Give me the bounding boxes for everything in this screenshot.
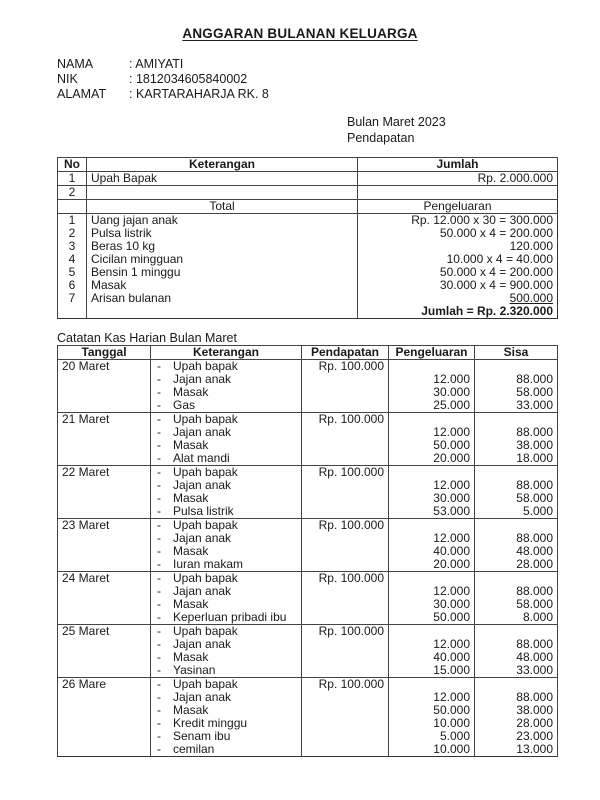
row-keterangan xyxy=(151,452,302,466)
item-label: Alat mandi xyxy=(173,451,230,465)
item-label: Masak xyxy=(173,385,209,399)
identity-label: ALAMAT xyxy=(57,87,107,101)
row-pengeluaran: 12.000 xyxy=(389,585,475,598)
row-no: 4 xyxy=(58,253,87,266)
bullet-dash: - xyxy=(157,372,161,386)
row-sisa: 88.000 xyxy=(475,426,558,439)
row-date xyxy=(58,638,151,651)
row-date xyxy=(58,479,151,492)
row-pengeluaran: 20.000 xyxy=(389,558,475,572)
item-label: Iuran makam xyxy=(173,557,244,571)
header-no: No xyxy=(58,158,87,172)
bullet-dash: - xyxy=(157,412,161,426)
cash-log-row xyxy=(58,558,558,572)
cash-log-row xyxy=(58,492,558,505)
row-no xyxy=(58,200,87,214)
cash-log-row xyxy=(58,519,558,533)
row-pengeluaran: 12.000 xyxy=(389,532,475,545)
row-keterangan xyxy=(151,466,302,480)
header-sisa: Sisa xyxy=(475,346,558,360)
identity-row-nik xyxy=(57,72,269,87)
row-keterangan xyxy=(151,664,302,678)
row-date xyxy=(58,611,151,625)
row-sisa: 88.000 xyxy=(475,638,558,651)
cash-log-row xyxy=(58,651,558,664)
item-label: Upah bapak xyxy=(173,359,238,373)
item-label: Jajan anak xyxy=(173,690,232,704)
cash-log-row xyxy=(58,373,558,386)
row-pendapatan: Rp. 100.000 xyxy=(302,625,389,639)
row-pengeluaran: 30.000 xyxy=(389,386,475,399)
cash-log-row xyxy=(58,678,558,692)
row-pengeluaran: 25.000 xyxy=(389,399,475,413)
cash-log-row xyxy=(58,691,558,704)
row-pendapatan xyxy=(302,598,389,611)
row-pengeluaran xyxy=(389,625,475,639)
row-sisa: 38.000 xyxy=(475,439,558,452)
row-pendapatan xyxy=(302,505,389,519)
row-sisa: 48.000 xyxy=(475,545,558,558)
row-keterangan: Upah Bapak xyxy=(87,172,358,186)
row-pendapatan: Rp. 100.000 xyxy=(302,572,389,586)
identity-row-address xyxy=(57,87,269,102)
row-date xyxy=(58,598,151,611)
bullet-dash: - xyxy=(157,571,161,585)
row-no: 5 xyxy=(58,266,87,279)
row-sisa: 38.000 xyxy=(475,704,558,717)
row-date xyxy=(58,505,151,519)
row-sisa: 58.000 xyxy=(475,492,558,505)
row-keterangan xyxy=(151,505,302,519)
grand-total: Jumlah = Rp. 2.320.000 xyxy=(421,304,553,318)
row-pengeluaran: 20.000 xyxy=(389,452,475,466)
cash-log-row xyxy=(58,743,558,757)
row-pengeluaran xyxy=(389,413,475,427)
row-sisa: 33.000 xyxy=(475,399,558,413)
row-date xyxy=(58,664,151,678)
bullet-dash: - xyxy=(157,465,161,479)
income-row xyxy=(58,186,558,200)
bullet-dash: - xyxy=(157,359,161,373)
row-sisa: 88.000 xyxy=(475,585,558,598)
header-tanggal: Tanggal xyxy=(58,346,151,360)
row-date xyxy=(58,730,151,743)
row-sisa: 58.000 xyxy=(475,598,558,611)
item-label: Masak xyxy=(173,544,209,558)
row-no xyxy=(58,305,87,319)
cash-log-row xyxy=(58,611,558,625)
row-pengeluaran: 40.000 xyxy=(389,545,475,558)
row-keterangan: Uang jajan anak xyxy=(87,214,358,228)
bullet-dash: - xyxy=(157,597,161,611)
cash-log-row xyxy=(58,386,558,399)
item-label: Gas xyxy=(173,398,196,412)
row-pengeluaran: 12.000 xyxy=(389,691,475,704)
cash-log-row xyxy=(58,717,558,730)
cash-log-row xyxy=(58,545,558,558)
row-pendapatan xyxy=(302,373,389,386)
row-pendapatan xyxy=(302,651,389,664)
cash-log-row xyxy=(58,360,558,374)
row-date xyxy=(58,386,151,399)
row-no: 1 xyxy=(58,214,87,228)
row-pengeluaran: 53.000 xyxy=(389,505,475,519)
item-label: Jajan anak xyxy=(173,637,232,651)
grand-total-row xyxy=(58,305,558,319)
row-sisa xyxy=(475,572,558,586)
header-pengeluaran: Pengeluaran xyxy=(389,346,475,360)
row-keterangan xyxy=(151,399,302,413)
row-sisa: 88.000 xyxy=(475,691,558,704)
row-jumlah: Rp. 2.000.000 xyxy=(358,172,558,186)
cash-log-row xyxy=(58,479,558,492)
row-date: 24 Maret xyxy=(58,572,151,586)
row-date xyxy=(58,717,151,730)
row-pendapatan xyxy=(302,730,389,743)
row-date xyxy=(58,585,151,598)
row-no: 1 xyxy=(58,172,87,186)
item-label: Jajan anak xyxy=(173,531,232,545)
row-pengeluaran: 5.000 xyxy=(389,730,475,743)
row-pendapatan xyxy=(302,743,389,757)
row-date xyxy=(58,558,151,572)
row-pengeluaran xyxy=(389,519,475,533)
row-no: 2 xyxy=(58,227,87,240)
row-pendapatan xyxy=(302,545,389,558)
item-label: Jajan anak xyxy=(173,478,232,492)
row-keterangan xyxy=(151,678,302,692)
bullet-dash: - xyxy=(157,491,161,505)
row-keterangan xyxy=(151,360,302,374)
row-no: 3 xyxy=(58,240,87,253)
cash-log-row xyxy=(58,466,558,480)
bullet-dash: - xyxy=(157,398,161,412)
cash-log-row xyxy=(58,598,558,611)
row-no: 7 xyxy=(58,292,87,305)
budget-table-header xyxy=(58,158,558,172)
bullet-dash: - xyxy=(157,637,161,651)
header-keterangan: Keterangan xyxy=(151,346,302,360)
bullet-dash: - xyxy=(157,729,161,743)
row-sisa: 13.000 xyxy=(475,743,558,757)
row-date: 21 Maret xyxy=(58,413,151,427)
bullet-dash: - xyxy=(157,504,161,518)
item-label: Upah bapak xyxy=(173,571,238,585)
row-sisa: 88.000 xyxy=(475,479,558,492)
row-pengeluaran: 10.000 xyxy=(389,717,475,730)
identity-row-name xyxy=(57,57,269,72)
expense-label: Pengeluaran xyxy=(358,200,558,214)
identity-value: : 1812034605840002 xyxy=(129,72,248,86)
row-pendapatan xyxy=(302,611,389,625)
row-keterangan: Bensin 1 minggu xyxy=(87,266,358,279)
row-date xyxy=(58,532,151,545)
row-jumlah xyxy=(358,186,558,200)
bullet-dash: - xyxy=(157,518,161,532)
item-label: Upah bapak xyxy=(173,465,238,479)
budget-table xyxy=(57,157,558,319)
row-keterangan xyxy=(151,611,302,625)
item-label: Masak xyxy=(173,491,209,505)
row-date xyxy=(58,743,151,757)
row-keterangan: Masak xyxy=(87,279,358,292)
row-sisa: 5.000 xyxy=(475,505,558,519)
bullet-dash: - xyxy=(157,438,161,452)
row-pengeluaran: 12.000 xyxy=(389,426,475,439)
bullet-dash: - xyxy=(157,451,161,465)
row-sisa: 18.000 xyxy=(475,452,558,466)
identity-block xyxy=(57,57,269,102)
row-pendapatan xyxy=(302,492,389,505)
item-label: Jajan anak xyxy=(173,372,232,386)
row-pendapatan: Rp. 100.000 xyxy=(302,413,389,427)
row-jumlah xyxy=(358,214,558,228)
bullet-dash: - xyxy=(157,742,161,756)
bullet-dash: - xyxy=(157,544,161,558)
jumlah-value: 50.000 x 4 = 200.000 xyxy=(439,265,553,279)
row-date xyxy=(58,492,151,505)
row-pengeluaran xyxy=(389,678,475,692)
row-no: 6 xyxy=(58,279,87,292)
row-pendapatan xyxy=(302,479,389,492)
row-pendapatan: Rp. 100.000 xyxy=(302,678,389,692)
cash-log-row xyxy=(58,572,558,586)
header-jumlah: Jumlah xyxy=(358,158,558,172)
row-sisa: 28.000 xyxy=(475,558,558,572)
header-keterangan: Keterangan xyxy=(87,158,358,172)
identity-label: NAMA xyxy=(57,57,94,71)
cash-log-row xyxy=(58,625,558,639)
expense-row xyxy=(58,214,558,228)
row-sisa: 58.000 xyxy=(475,386,558,399)
row-sisa: 8.000 xyxy=(475,611,558,625)
cash-log-row xyxy=(58,426,558,439)
identity-value: : KARTARAHARJA RK. 8 xyxy=(129,87,269,101)
row-keterangan xyxy=(151,625,302,639)
cash-log-row xyxy=(58,664,558,678)
header-pendapatan: Pendapatan xyxy=(302,346,389,360)
jumlah-value: Rp. 12.000 x 30 = 300.000 xyxy=(411,213,553,227)
row-date xyxy=(58,545,151,558)
row-sisa: 23.000 xyxy=(475,730,558,743)
item-label: Senam ibu xyxy=(173,729,231,743)
identity-value: : AMIYATI xyxy=(129,57,184,71)
row-pendapatan xyxy=(302,717,389,730)
cash-log-header xyxy=(58,346,558,360)
document-title-text: ANGGARAN BULANAN KELUARGA xyxy=(182,26,418,41)
row-pengeluaran: 15.000 xyxy=(389,664,475,678)
document-title xyxy=(0,26,600,41)
cash-log-row xyxy=(58,505,558,519)
row-pengeluaran xyxy=(389,466,475,480)
row-keterangan xyxy=(151,413,302,427)
row-date xyxy=(58,452,151,466)
row-pengeluaran: 50.000 xyxy=(389,439,475,452)
total-row xyxy=(58,200,558,214)
row-date xyxy=(58,651,151,664)
item-label: Masak xyxy=(173,597,209,611)
row-keterangan: Pulsa listrik xyxy=(87,227,358,240)
cash-log-row xyxy=(58,730,558,743)
item-label: Masak xyxy=(173,650,209,664)
cash-log-row xyxy=(58,399,558,413)
cash-log-caption: Catatan Kas Harian Bulan Maret xyxy=(57,331,237,345)
row-pendapatan: Rp. 100.000 xyxy=(302,519,389,533)
cash-log-row xyxy=(58,413,558,427)
bullet-dash: - xyxy=(157,650,161,664)
row-sisa xyxy=(475,466,558,480)
item-label: Yasinan xyxy=(173,663,216,677)
row-pendapatan xyxy=(302,386,389,399)
row-keterangan: Arisan bulanan xyxy=(87,292,358,305)
jumlah-value: 10.000 x 4 = 40.000 xyxy=(446,252,553,266)
row-pengeluaran: 10.000 xyxy=(389,743,475,757)
row-keterangan xyxy=(151,572,302,586)
bullet-dash: - xyxy=(157,531,161,545)
row-date: 26 Mare xyxy=(58,678,151,692)
row-pengeluaran: 40.000 xyxy=(389,651,475,664)
cash-log-row xyxy=(58,638,558,651)
row-pendapatan xyxy=(302,439,389,452)
row-keterangan: Beras 10 kg xyxy=(87,240,358,253)
row-pengeluaran: 12.000 xyxy=(389,479,475,492)
row-pendapatan xyxy=(302,585,389,598)
bullet-dash: - xyxy=(157,716,161,730)
row-pendapatan xyxy=(302,426,389,439)
bullet-dash: - xyxy=(157,610,161,624)
row-sisa xyxy=(475,519,558,533)
row-date: 23 Maret xyxy=(58,519,151,533)
row-date xyxy=(58,439,151,452)
item-label: cemilan xyxy=(173,742,215,756)
item-label: Masak xyxy=(173,438,209,452)
row-pengeluaran: 12.000 xyxy=(389,373,475,386)
cash-log-row xyxy=(58,439,558,452)
identity-label: NIK xyxy=(57,72,78,86)
item-label: Pulsa listrik xyxy=(173,504,234,518)
row-date xyxy=(58,426,151,439)
jumlah-value: 500.000 xyxy=(509,291,553,305)
row-pendapatan xyxy=(302,532,389,545)
row-date xyxy=(58,704,151,717)
cash-log-row xyxy=(58,532,558,545)
row-sisa xyxy=(475,413,558,427)
row-date: 22 Maret xyxy=(58,466,151,480)
row-pengeluaran: 50.000 xyxy=(389,704,475,717)
row-pendapatan xyxy=(302,638,389,651)
row-pengeluaran xyxy=(389,572,475,586)
jumlah-value: 30.000 x 4 = 900.000 xyxy=(439,278,553,292)
row-sisa: 33.000 xyxy=(475,664,558,678)
row-date: 20 Maret xyxy=(58,360,151,374)
row-pengeluaran: 50.000 xyxy=(389,611,475,625)
item-label: Upah bapak xyxy=(173,677,238,691)
row-keterangan xyxy=(87,186,358,200)
item-label: Masak xyxy=(173,703,209,717)
row-pengeluaran: 30.000 xyxy=(389,492,475,505)
row-pendapatan xyxy=(302,664,389,678)
item-label: Upah bapak xyxy=(173,412,238,426)
row-keterangan xyxy=(87,305,358,319)
row-sisa xyxy=(475,678,558,692)
bullet-dash: - xyxy=(157,584,161,598)
row-keterangan: Cicilan mingguan xyxy=(87,253,358,266)
bullet-dash: - xyxy=(157,425,161,439)
period-label: Bulan Maret 2023 xyxy=(347,115,446,129)
row-pengeluaran: 30.000 xyxy=(389,598,475,611)
row-pendapatan xyxy=(302,704,389,717)
row-no: 2 xyxy=(58,186,87,200)
period-block xyxy=(347,114,446,146)
row-date: 25 Maret xyxy=(58,625,151,639)
row-pengeluaran xyxy=(389,360,475,374)
bullet-dash: - xyxy=(157,677,161,691)
row-keterangan xyxy=(151,519,302,533)
cash-log-row xyxy=(58,704,558,717)
jumlah-value: 120.000 xyxy=(509,239,553,253)
row-sisa: 88.000 xyxy=(475,373,558,386)
bullet-dash: - xyxy=(157,663,161,677)
row-sisa xyxy=(475,625,558,639)
bullet-dash: - xyxy=(157,703,161,717)
bullet-dash: - xyxy=(157,385,161,399)
row-date xyxy=(58,691,151,704)
row-keterangan xyxy=(151,743,302,757)
row-pendapatan xyxy=(302,691,389,704)
row-pendapatan xyxy=(302,399,389,413)
item-label: Jajan anak xyxy=(173,584,232,598)
item-label: Keperluan pribadi ibu xyxy=(173,610,287,624)
bullet-dash: - xyxy=(157,624,161,638)
row-pendapatan xyxy=(302,452,389,466)
item-label: Upah bapak xyxy=(173,518,238,532)
period-subtitle: Pendapatan xyxy=(347,131,415,145)
row-keterangan xyxy=(151,558,302,572)
cash-log-row xyxy=(58,452,558,466)
row-sisa: 88.000 xyxy=(475,532,558,545)
income-row xyxy=(58,172,558,186)
row-sisa: 28.000 xyxy=(475,717,558,730)
cash-log-row xyxy=(58,585,558,598)
row-date xyxy=(58,399,151,413)
item-label: Upah bapak xyxy=(173,624,238,638)
row-date xyxy=(58,373,151,386)
bullet-dash: - xyxy=(157,690,161,704)
total-label: Total xyxy=(87,200,358,214)
row-pendapatan: Rp. 100.000 xyxy=(302,466,389,480)
bullet-dash: - xyxy=(157,557,161,571)
row-pengeluaran: 12.000 xyxy=(389,638,475,651)
jumlah-value: 50.000 x 4 = 200.000 xyxy=(439,226,553,240)
item-label: Kredit minggu xyxy=(173,716,248,730)
row-pendapatan: Rp. 100.000 xyxy=(302,360,389,374)
cash-log-table xyxy=(57,345,558,757)
row-pendapatan xyxy=(302,558,389,572)
bullet-dash: - xyxy=(157,478,161,492)
row-sisa: 48.000 xyxy=(475,651,558,664)
item-label: Jajan anak xyxy=(173,425,232,439)
row-sisa xyxy=(475,360,558,374)
